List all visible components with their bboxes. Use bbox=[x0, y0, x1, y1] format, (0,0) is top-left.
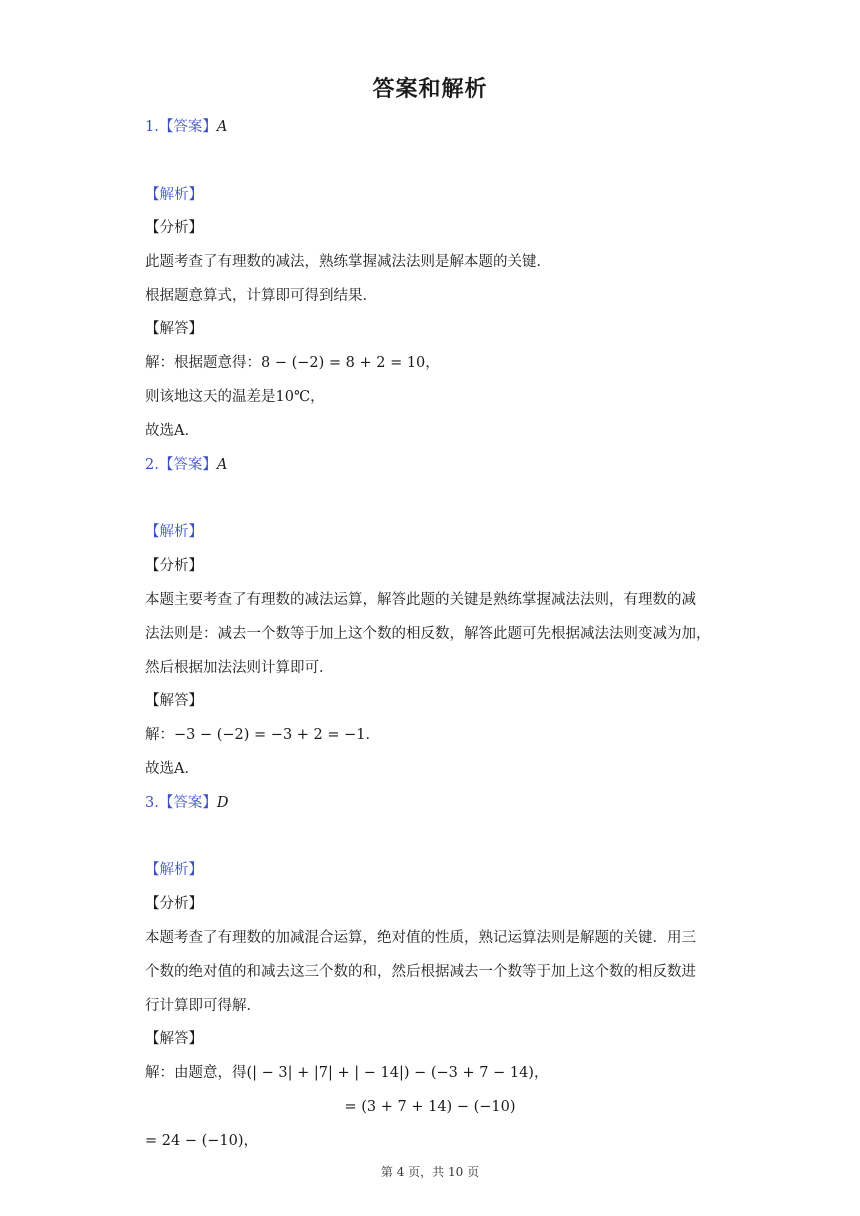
q1-jieda-heading: 【解答】 bbox=[145, 321, 203, 337]
page-footer: 第 4 页，共 10 页 bbox=[380, 1165, 480, 1179]
q2-jieda-line: 故选A． bbox=[145, 761, 199, 777]
q1-answer-row bbox=[145, 116, 227, 138]
q3-fenxi-line: 个数的绝对值的和减去这三个数的和，然后根据减去一个数等于加上这个数的相反数进 bbox=[145, 964, 696, 980]
q2-fenxi-line: 然后根据加法法则计算即可． bbox=[145, 660, 334, 676]
q1-fenxi-line: 根据题意算式，计算即可得到结果． bbox=[145, 288, 377, 304]
q3-jieda-line: 解：由题意，得(| − 3| + |7| + | − 14|) − (−3 + 7 − 14)， bbox=[145, 1065, 549, 1081]
q2-jieda-heading: 【解答】 bbox=[145, 693, 203, 709]
q3-fenxi-line: 本题考查了有理数的加减混合运算，绝对值的性质，熟记运算法则是解题的关键．用三 bbox=[145, 930, 696, 946]
q2-fenxi-line: 本题主要考查了有理数的减法运算，解答此题的关键是熟练掌握减法法则，有理数的减 bbox=[145, 592, 696, 608]
q1-fenxi-heading: 【分析】 bbox=[145, 220, 203, 236]
q2-fenxi-heading: 【分析】 bbox=[145, 558, 203, 574]
q1-answer-label: 1.【答案】 bbox=[145, 119, 217, 135]
q3-jiexi-heading: 【解析】 bbox=[145, 862, 203, 878]
q2-answer-value: A bbox=[216, 457, 228, 473]
q1-jieda-line: 则该地这天的温差是10℃， bbox=[145, 389, 325, 405]
q3-jieda-line: = (3 + 7 + 14) − (−10) bbox=[344, 1099, 516, 1115]
q2-fenxi-line: 法法则是：减去一个数等于加上这个数的相反数，解答此题可先根据减法法则变减为加， bbox=[145, 626, 711, 642]
page-title: 答案和解析 bbox=[372, 77, 488, 102]
q3-fenxi-line: 行计算即可得解． bbox=[145, 998, 261, 1014]
q2-answer-row bbox=[145, 454, 227, 476]
q3-answer-label: 3.【答案】 bbox=[145, 795, 217, 811]
q3-answer-value: D bbox=[216, 795, 229, 811]
q1-jieda-line: 故选A． bbox=[145, 423, 199, 439]
q1-jiexi-heading: 【解析】 bbox=[145, 187, 203, 203]
q3-answer-row bbox=[145, 792, 228, 814]
q1-fenxi-line: 此题考查了有理数的减法，熟练掌握减法法则是解本题的关键． bbox=[145, 254, 551, 270]
q3-jieda-line: = 24 − (−10)， bbox=[145, 1133, 258, 1149]
q2-jiexi-heading: 【解析】 bbox=[145, 524, 203, 540]
q2-answer-label: 2.【答案】 bbox=[145, 457, 217, 473]
q1-jieda-line: 解：根据题意得：8 − (−2) = 8 + 2 = 10， bbox=[145, 355, 440, 371]
q2-jieda-line: 解：−3 − (−2) = −3 + 2 = −1． bbox=[145, 727, 381, 743]
q3-jieda-heading: 【解答】 bbox=[145, 1031, 203, 1047]
q1-answer-value: A bbox=[216, 119, 228, 135]
q3-fenxi-heading: 【分析】 bbox=[145, 896, 203, 912]
